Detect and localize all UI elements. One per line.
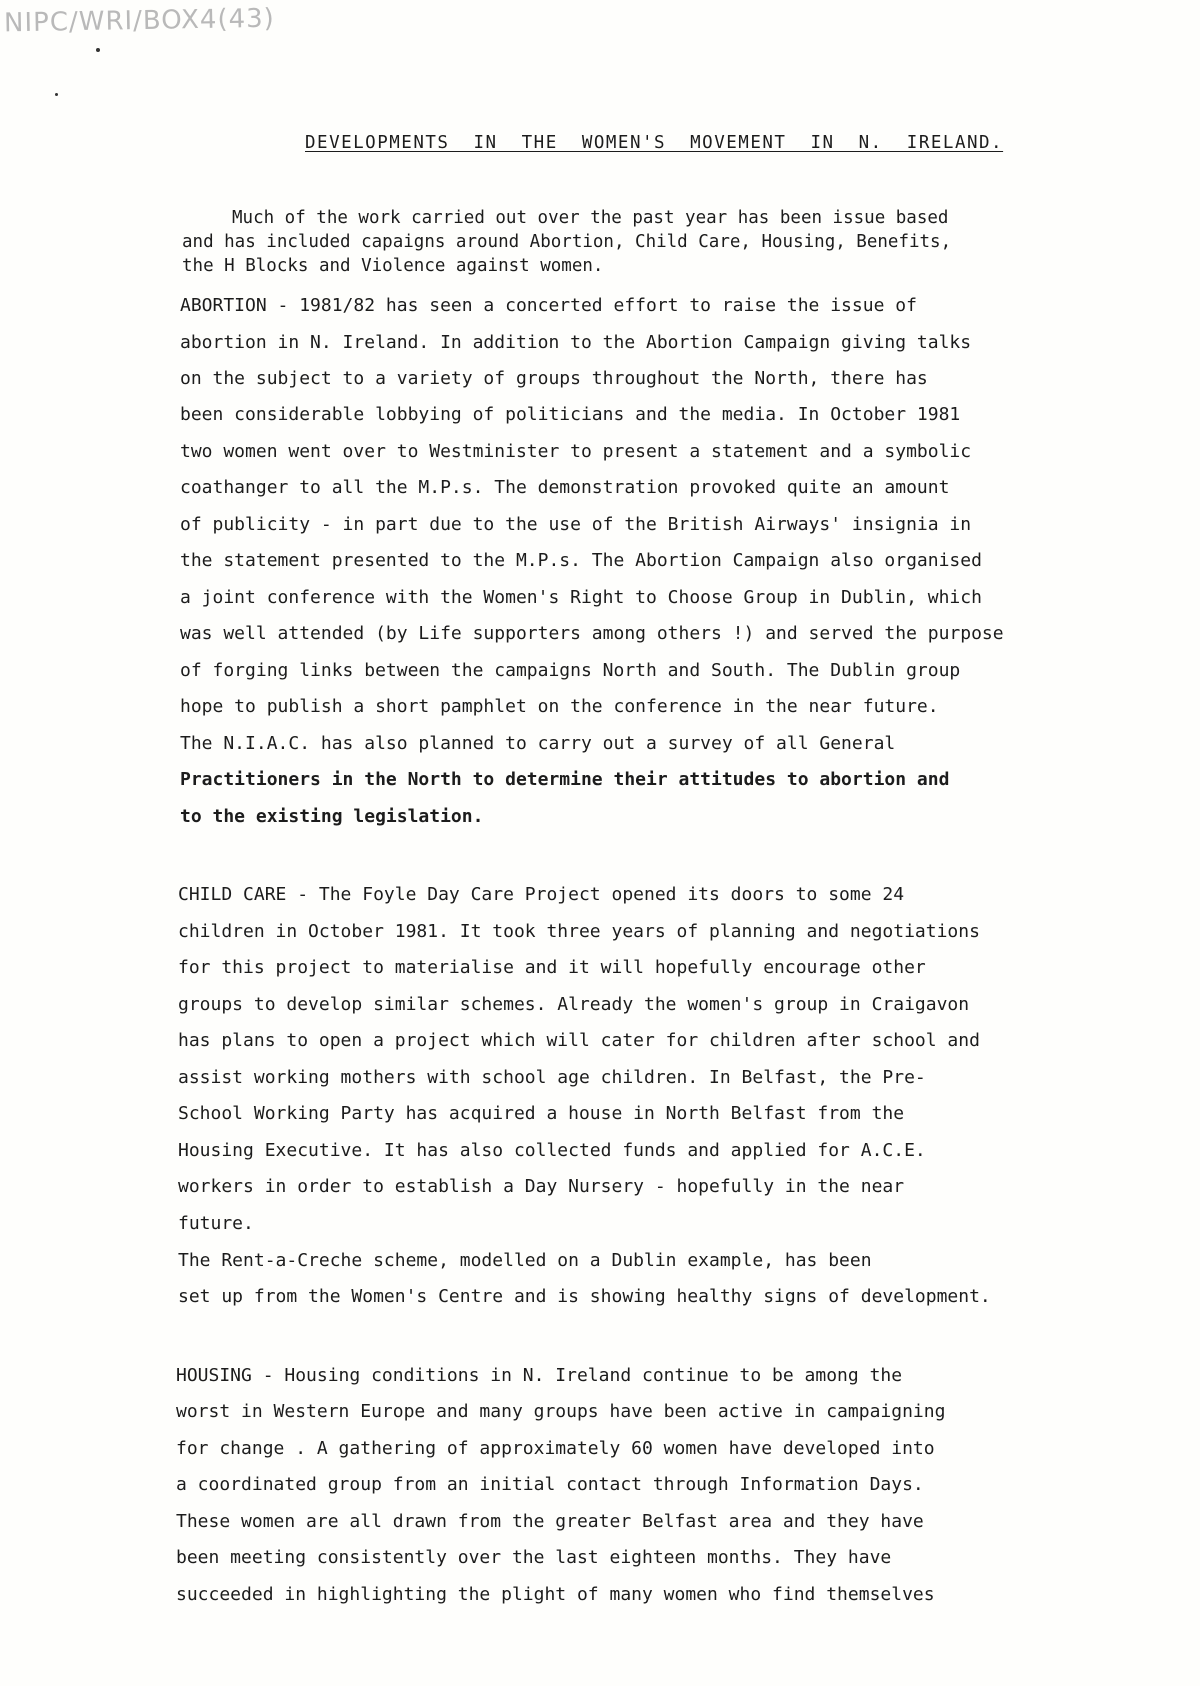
childcare-line: School Working Party has acquired a house in North Belfast from the (178, 1103, 905, 1124)
abortion-line: The N.I.A.C. has also planned to carry out a survey of all General (180, 733, 896, 754)
housing-line: been meeting consistently over the last eighteen months. They have (176, 1547, 892, 1568)
scan-speck (96, 48, 100, 52)
abortion-line: the statement presented to the M.P.s. The Abortion Campaign also organised (180, 550, 982, 571)
document-title: DEVELOPMENTS IN THE WOMEN'S MOVEMENT IN N. IRELAND. (305, 133, 1004, 153)
childcare-line: children in October 1981. It took three years of planning and negotiations (178, 921, 980, 942)
childcare-line: for this project to materialise and it will hopefully encourage other (178, 957, 926, 978)
intro-line: Much of the work carried out over the past year has been issue based (232, 208, 949, 228)
abortion-line: hope to publish a short pamphlet on the conference in the near future. (180, 696, 939, 717)
childcare-line: set up from the Women's Centre and is showing healthy signs of development. (178, 1286, 991, 1307)
childcare-line: has plans to open a project which will cater for children after school and (178, 1030, 980, 1051)
abortion-line: abortion in N. Ireland. In addition to the Abortion Campaign giving talks (180, 332, 972, 353)
abortion-line: to the existing legislation. (180, 806, 484, 827)
childcare-line: Housing Executive. It has also collected funds and applied for A.C.E. (178, 1140, 926, 1161)
intro-line: and has included capaigns around Abortion, Child Care, Housing, Benefits, (182, 232, 952, 252)
housing-line: worst in Western Europe and many groups have been active in campaigning (176, 1401, 946, 1422)
abortion-line: Practitioners in the North to determine their attitudes to abortion and (180, 769, 950, 790)
childcare-line: future. (178, 1213, 254, 1234)
housing-line: HOUSING - Housing conditions in N. Ireland continue to be among the (176, 1365, 903, 1386)
abortion-line: coathanger to all the M.P.s. The demonstration provoked quite an amount (180, 477, 950, 498)
housing-line: a coordinated group from an initial contact through Information Days. (176, 1474, 924, 1495)
intro-line: the H Blocks and Violence against women. (182, 256, 604, 276)
abortion-line: a joint conference with the Women's Right to Choose Group in Dublin, which (180, 587, 982, 608)
abortion-line: was well attended (by Life supporters among others !) and served the purpose (180, 623, 1004, 644)
housing-line: succeeded in highlighting the plight of many women who find themselves (176, 1584, 935, 1605)
housing-line: These women are all drawn from the greater Belfast area and they have (176, 1511, 924, 1532)
abortion-line: on the subject to a variety of groups throughout the North, there has (180, 368, 928, 389)
scan-speck (55, 93, 58, 96)
abortion-line: two women went over to Westminister to present a statement and a symbolic (180, 441, 972, 462)
archive-reference: NIPC/WRI/BOX4(43) (3, 3, 276, 39)
childcare-line: CHILD CARE - The Foyle Day Care Project opened its doors to some 24 (178, 884, 905, 905)
abortion-line: been considerable lobbying of politicians and the media. In October 1981 (180, 404, 961, 425)
childcare-line: The Rent-a-Creche scheme, modelled on a Dublin example, has been (178, 1250, 872, 1271)
childcare-line: assist working mothers with school age children. In Belfast, the Pre- (178, 1067, 926, 1088)
childcare-line: groups to develop similar schemes. Already the women's group in Craigavon (178, 994, 970, 1015)
abortion-line: of publicity - in part due to the use of the British Airways' insignia in (180, 514, 972, 535)
childcare-line: workers in order to establish a Day Nursery - hopefully in the near (178, 1176, 905, 1197)
abortion-line: of forging links between the campaigns North and South. The Dublin group (180, 660, 961, 681)
abortion-line: ABORTION - 1981/82 has seen a concerted effort to raise the issue of (180, 295, 917, 316)
housing-line: for change . A gathering of approximately 60 women have developed into (176, 1438, 935, 1459)
